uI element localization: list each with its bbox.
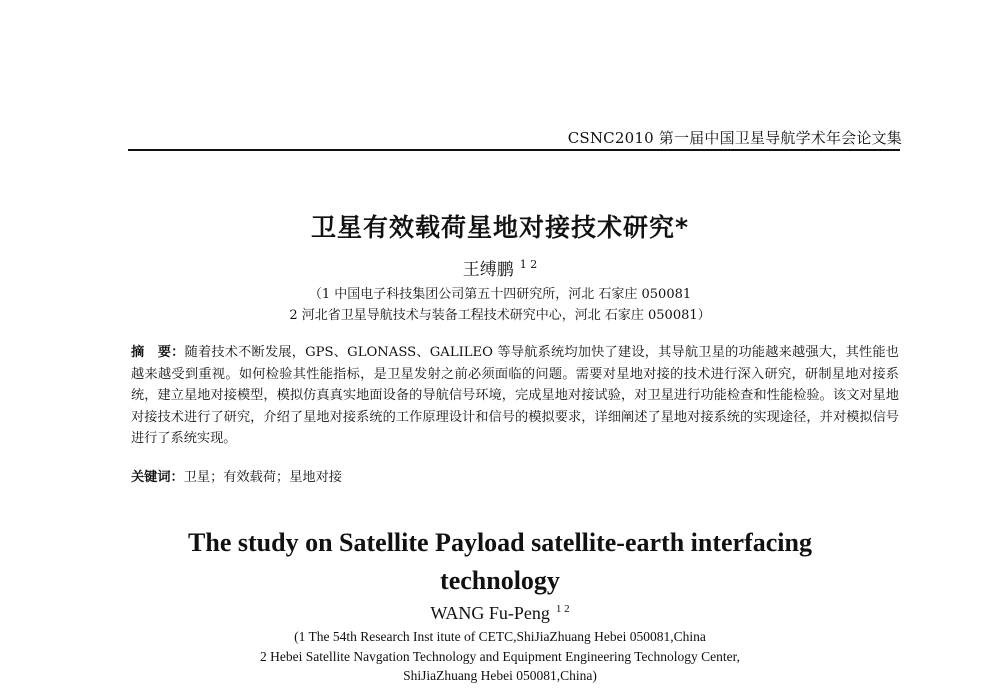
english-author-name: WANG Fu-Peng [430,603,550,623]
author-name: 王缚鹏 [462,260,514,280]
chinese-title: 卫星有效载荷星地对接技术研究* [310,213,690,242]
author-superscript: 1 2 [519,258,538,272]
keywords-text: 卫星；有效载荷；星地对接 [183,470,342,485]
chinese-affiliation-2: 2 河北省卫星导航技术与装备工程技术研究中心，河北 石家庄 050081） [289,308,711,323]
english-affiliation-3: ShiJiaZhuang Hebei 050081,China) [403,668,597,683]
chinese-author [0,255,1000,280]
chinese-keywords [131,466,899,485]
running-header: CSNC2010 第一届中国卫星导航学术年会论文集 [567,129,902,147]
english-title-line-1: The study on Satellite Payload satellite-earth interfacing [188,528,812,557]
english-affiliation-2: 2 Hebei Satellite Navgation Technology and Equipment Engineering Technology Center, [260,649,740,664]
english-affiliation-1: (1 The 54th Research Inst itute of CETC,ShiJiaZhuang Hebei 050081,China [294,629,706,644]
header-rule [128,149,900,151]
english-author [0,603,1000,624]
chinese-abstract [131,342,899,450]
keywords-label: 关键词： [131,470,184,485]
english-title-line-2: technology [440,566,560,595]
english-author-superscript: 1 2 [555,603,570,615]
chinese-affiliation-1: （1 中国电子科技集团公司第五十四研究所，河北 石家庄 050081 [308,287,692,302]
abstract-text: 随着技术不断发展，GPS、GLONASS、GALILEO 等导航系统均加快了建设，其导航卫星的功能越来越强大，其性能也越来越受到重视。如何检验其性能指标，是卫星发射之前必须面临的问题。需要对星地对接的技术进行深入研究，研制星地对接系统，建立星地对接模型，模拟仿真真实地面设备的导航信号环境，完成星地对接试验，对卫星进行功能检查和性能检验。该文对星地对接技术进行了研究，介绍了星地对接系统的工作原理设计和信号的模拟要求，详细阐述了星地对接系统的实现途径，并对模拟信号进行了系统实现。 [131,345,899,447]
abstract-label: 摘 要： [131,345,185,360]
